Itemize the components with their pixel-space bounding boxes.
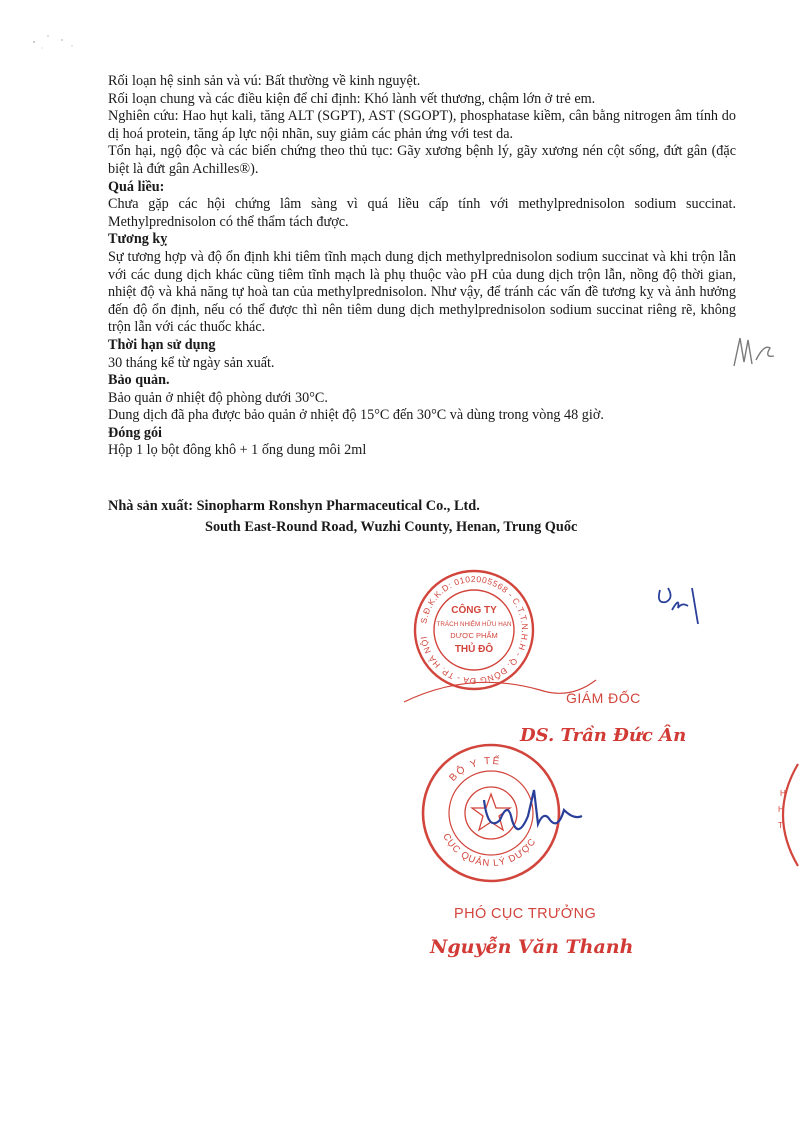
vice-director-signature — [478, 780, 588, 850]
company-stamp-line4: THỦ ĐÔ — [454, 644, 494, 655]
director-signature — [652, 580, 712, 630]
company-stamp-line3: DƯỢC PHẨM — [450, 631, 498, 640]
heading-overdose: Quá liều: — [108, 178, 165, 195]
paragraph-general: Rối loạn chung và các điều kiện để chỉ định: Khó lành vết thương, chậm lớn ở trẻ em. — [108, 90, 596, 107]
manufacturer-address: South East-Round Road, Wuzhi County, Henan, Trung Quốc — [205, 519, 578, 535]
director-title: GIÁM ĐỐC — [566, 690, 641, 706]
paragraph-overdose: Chưa gặp các hội chứng lâm sàng vì quá liều cấp tính với methylprednisolon sodium succinat. Methylprednisolon có thể thẩm tách được. — [108, 196, 736, 230]
heading-incompatibility: Tương kỵ — [108, 231, 168, 248]
margin-initials — [730, 332, 780, 372]
heading-packaging: Đóng gói — [108, 424, 162, 441]
vice-director-title: PHÓ CỤC TRƯỞNG — [454, 906, 597, 922]
heading-shelf-life: Thời hạn sử dụng — [108, 336, 216, 353]
ministry-stamp-top-text: BỘ Y TẾ — [447, 755, 502, 784]
svg-text:T: T — [778, 821, 783, 830]
paragraph-shelf-life: 30 tháng kể từ ngày sản xuất. — [108, 354, 275, 371]
company-stamp-ring-text: S.Đ.K.K.D: 0102005568 - C.T.T.N.H.H - Q. ĐỐNG ĐA - TP. HÀ NỘI — [418, 573, 531, 687]
svg-text:H: H — [780, 789, 786, 798]
paragraph-storage-1: Bảo quản ở nhiệt độ phòng dưới 30°C. — [108, 389, 328, 406]
paragraph-injury: Tổn hại, ngộ độc và các biến chứng theo thủ tục: Gãy xương bệnh lý, gãy xương nén cột sống, đứt gân (đặc biệt là đứt gân Achilles®). — [108, 143, 736, 177]
document-body — [108, 73, 736, 460]
partial-edge-stamp — [762, 760, 800, 870]
svg-text:H: H — [778, 805, 784, 814]
ministry-stamp-bottom-text: CỤC QUẢN LÝ DƯỢC — [440, 831, 539, 870]
paragraph-reproductive: Rối loạn hệ sinh sản và vú: Bất thường về kinh nguyệt. — [108, 73, 421, 89]
paragraph-incompatibility: Sự tương hợp và độ ổn định khi tiêm tĩnh mạch dung dịch methylprednisolon sodium succinat và khi trộn lẫn với các dung dịch khác cũng tiêm tĩnh mạch là phụ thuộc vào pH của dung dịch trộn lẫn, nồng độ thời gian, nhiệt độ và khả năng tự hoà tan của methylprednisolon. Như vậy, để tránh các vấn đề tương kỵ và ảnh hưởng đến độ ổn định, nếu có thể được thì nên tiêm dung dịch methylprednisolon sodium succinat riêng rẽ, không trộn lẫn với các thuốc khác. — [108, 248, 736, 336]
company-stamp-line1: CÔNG TY — [451, 605, 497, 616]
manufacturer-name: Nhà sản xuất: Sinopharm Ronshyn Pharmaceutical Co., Ltd. — [108, 498, 480, 514]
heading-storage: Bảo quản. — [108, 372, 170, 389]
paragraph-investigations: Nghiên cứu: Hao hụt kali, tăng ALT (SGPT), AST (SGOPT), phosphatase kiềm, cân bằng nitrogen âm tính do dị hoá protein, tăng áp lực nội nhãn, suy giảm các phản ứng với test da. — [108, 108, 736, 142]
paragraph-packaging: Hộp 1 lọ bột đông khô + 1 ống dung môi 2ml — [108, 442, 367, 459]
scan-specks — [28, 28, 78, 58]
company-stamp-line2: TRÁCH NHIỆM HỮU HẠN — [436, 621, 512, 628]
paragraph-storage-2: Dung dịch đã pha được bảo quản ở nhiệt độ 15°C đến 30°C và dùng trong vòng 48 giờ. — [108, 407, 604, 424]
director-name: DS. Trần Đức Ân — [520, 725, 687, 746]
vice-director-name: Nguyễn Văn Thanh — [430, 936, 634, 958]
manufacturer-block — [108, 496, 728, 538]
